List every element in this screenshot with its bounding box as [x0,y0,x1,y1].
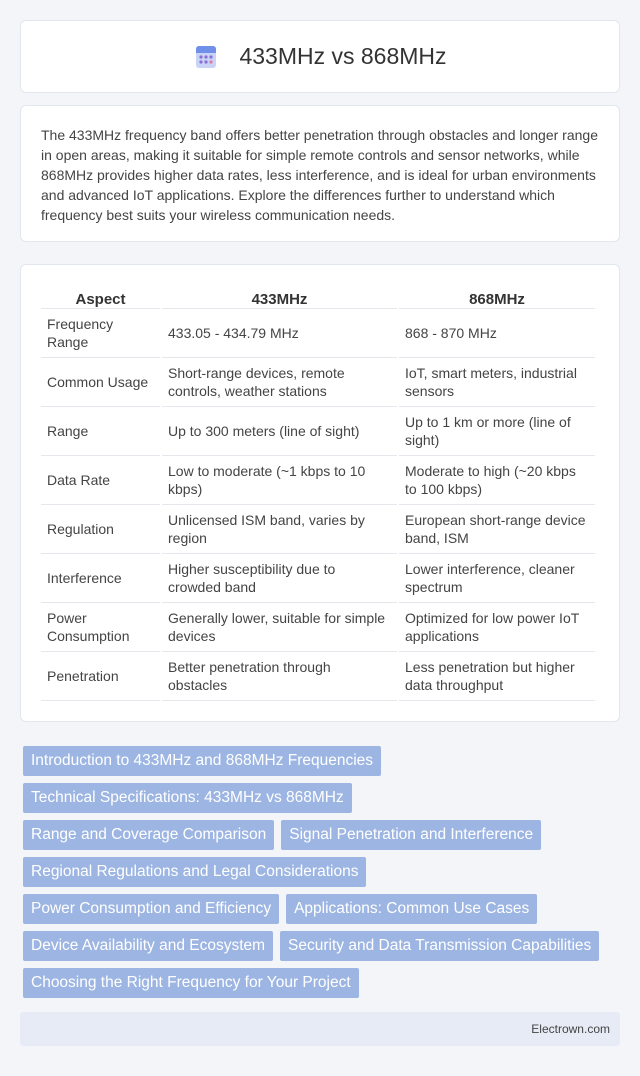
cell-aspect: Interference [41,554,160,603]
cell-433mhz: Better penetration through obstacles [162,652,397,701]
header-868mhz: 868MHz [399,285,595,309]
cell-433mhz: Unlicensed ISM band, varies by region [162,505,397,554]
tag-link[interactable]: Choosing the Right Frequency for Your Project [23,968,359,998]
comparison-table-card [20,264,620,722]
cell-aspect: Penetration [41,652,160,701]
tag-row [23,931,623,961]
intro-card [20,105,620,242]
topic-tags [23,746,623,1005]
tag-row [23,783,623,813]
page-title: 433MHz vs 868MHz [239,43,447,69]
tag-link[interactable]: Device Availability and Ecosystem [23,931,273,961]
cell-433mhz: Generally lower, suitable for simple devices [162,603,397,652]
cell-aspect: Regulation [41,505,160,554]
intro-text: The 433MHz frequency band offers better penetration through obstacles and longer range in open areas, making it suitable for simple remote controls and sensor networks, while 868MHz provides higher data rates, less interference, and is ideal for urban environments and advanced IoT applications. Explore the differences further to understand which frequency best suits your wireless communication needs. [41,127,598,223]
cell-868mhz: European short-range device band, ISM [399,505,595,554]
tag-link[interactable]: Range and Coverage Comparison [23,820,274,850]
cell-aspect: Range [41,407,160,456]
cell-aspect: Power Consumption [41,603,160,652]
table-header-row [41,285,595,309]
cell-aspect: Data Rate [41,456,160,505]
table-row [41,309,595,358]
cell-868mhz: Lower interference, cleaner spectrum [399,554,595,603]
tag-link[interactable]: Signal Penetration and Interference [281,820,541,850]
cell-868mhz: Up to 1 km or more (line of sight) [399,407,595,456]
tag-link[interactable]: Regional Regulations and Legal Considerations [23,857,366,887]
tag-row [23,820,623,850]
cell-433mhz: Up to 300 meters (line of sight) [162,407,397,456]
cell-433mhz: 433.05 - 434.79 MHz [162,309,397,358]
tag-link[interactable]: Security and Data Transmission Capabilities [280,931,599,961]
footer-brand: Electrown.com [531,1022,610,1036]
table-row [41,554,595,603]
cell-433mhz: Higher susceptibility due to crowded band [162,554,397,603]
tag-row [23,746,623,776]
table-row [41,358,595,407]
table-row [41,456,595,505]
tag-row [23,894,623,924]
tag-row [23,857,623,887]
comparison-table [39,285,597,701]
title-card [20,20,620,93]
tag-link[interactable]: Introduction to 433MHz and 868MHz Frequencies [23,746,381,776]
cell-868mhz: Less penetration but higher data throughput [399,652,595,701]
tag-row [23,968,623,998]
footer [20,1012,620,1046]
tag-link[interactable]: Technical Specifications: 433MHz vs 868MHz [23,783,352,813]
table-row [41,407,595,456]
cell-868mhz: Optimized for low power IoT applications [399,603,595,652]
cell-433mhz: Short-range devices, remote controls, weather stations [162,358,397,407]
table-row [41,603,595,652]
cell-aspect: Common Usage [41,358,160,407]
tag-link[interactable]: Power Consumption and Efficiency [23,894,279,924]
cell-868mhz: 868 - 870 MHz [399,309,595,358]
header-aspect: Aspect [41,285,160,309]
table-row [41,505,595,554]
cell-868mhz: Moderate to high (~20 kbps to 100 kbps) [399,456,595,505]
tag-link[interactable]: Applications: Common Use Cases [286,894,537,924]
table-row [41,652,595,701]
cell-aspect: Frequency Range [41,309,160,358]
header-433mhz: 433MHz [162,285,397,309]
cell-433mhz: Low to moderate (~1 kbps to 10 kbps) [162,456,397,505]
cell-868mhz: IoT, smart meters, industrial sensors [399,358,595,407]
calculator-icon [193,44,219,70]
